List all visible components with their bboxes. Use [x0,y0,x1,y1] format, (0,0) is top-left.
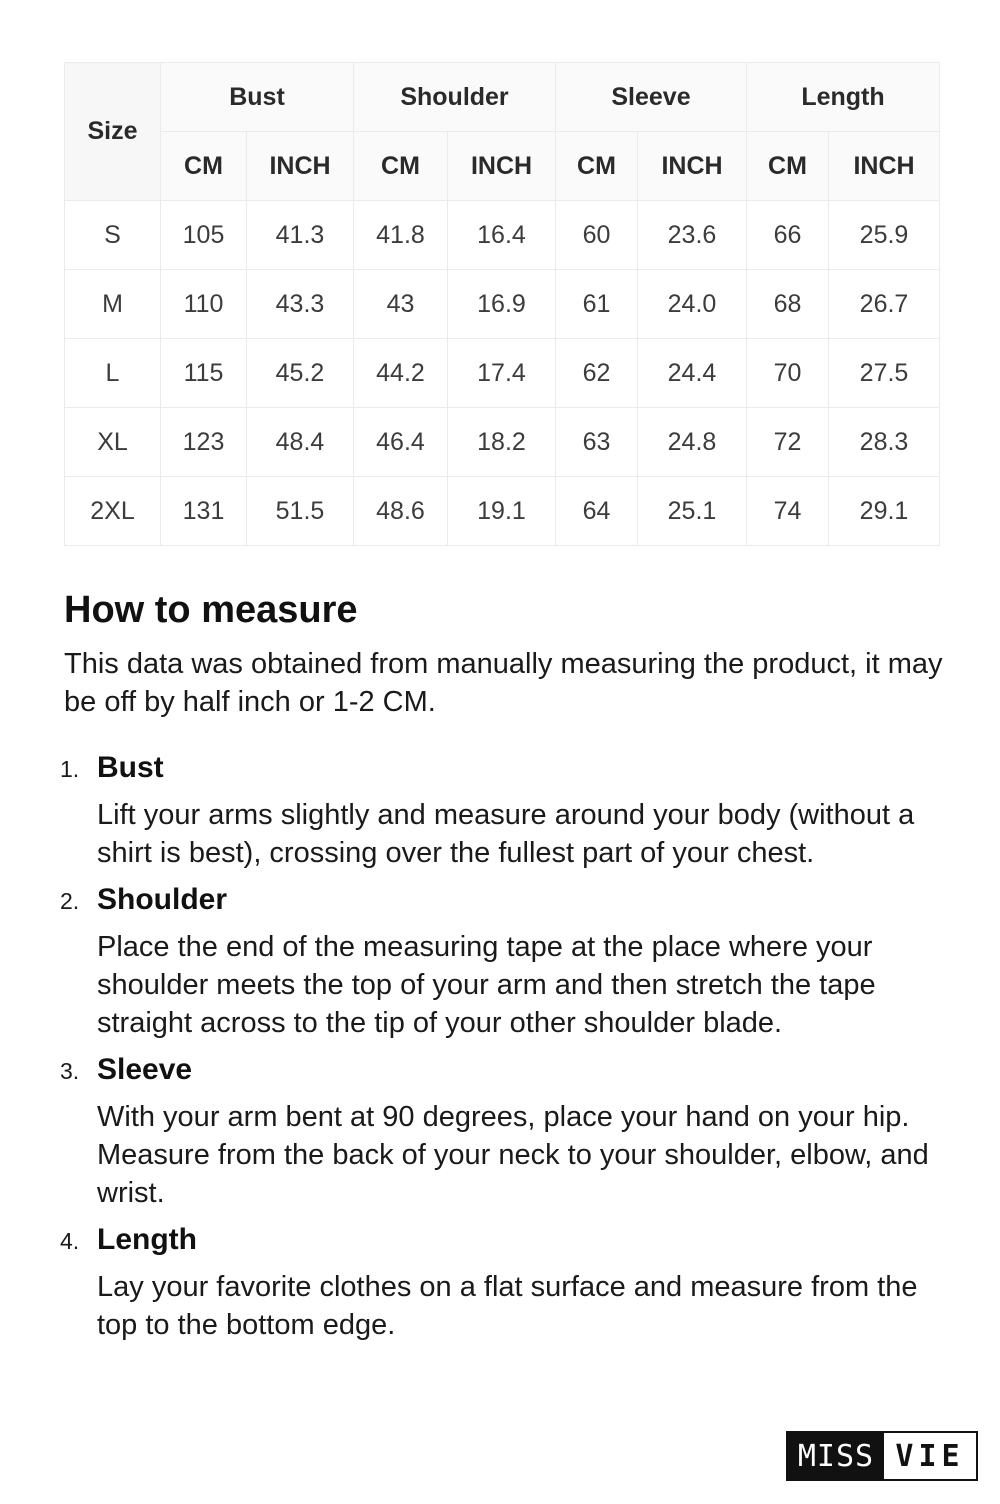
size-table-header [65,63,940,201]
group-header-bust: Bust [161,63,354,132]
measure-step-sleeve [60,1050,940,1212]
table-cell: 51.5 [247,477,354,546]
unit-header: CM [161,132,247,201]
table-row [65,408,940,477]
table-cell: 72 [747,408,829,477]
table-row [65,201,940,270]
unit-header: INCH [638,132,747,201]
table-cell: 131 [161,477,247,546]
table-cell: 60 [556,201,638,270]
table-cell: 48.4 [247,408,354,477]
header-row-units [65,132,940,201]
measure-step-shoulder [60,880,940,1042]
table-cell: 123 [161,408,247,477]
group-header-shoulder: Shoulder [354,63,556,132]
step-title: Bust [97,751,164,784]
group-header-length: Length [747,63,940,132]
table-cell: 16.9 [448,270,556,339]
logo-left-text: MISS [788,1433,884,1479]
table-row [65,270,940,339]
table-cell: 26.7 [829,270,940,339]
measure-step-length [60,1220,940,1344]
size-label-cell: M [65,270,161,339]
table-cell: 63 [556,408,638,477]
step-title: Length [97,1223,197,1256]
table-cell: 45.2 [247,339,354,408]
unit-header: INCH [247,132,354,201]
group-header-sleeve: Sleeve [556,63,747,132]
step-number: 2. [60,888,80,914]
table-cell: 24.4 [638,339,747,408]
step-description: Place the end of the measuring tape at the place where your shoulder meets the top of your arm and then stretch the tape straight across to the tip of your other shoulder blade. [97,931,876,1039]
step-number: 4. [60,1228,80,1254]
how-to-measure-intro: This data was obtained from manually measuring the product, it may be off by half inch or 1-2 CM. [64,648,943,718]
unit-header: CM [747,132,829,201]
table-cell: 62 [556,339,638,408]
step-title: Sleeve [97,1053,193,1086]
table-cell: 74 [747,477,829,546]
size-label-cell: 2XL [65,477,161,546]
table-cell: 43 [354,270,448,339]
step-description: Lay your favorite clothes on a flat surface and measure from the top to the bottom edge. [97,1271,918,1341]
step-number: 3. [60,1058,80,1084]
table-cell: 110 [161,270,247,339]
table-cell: 61 [556,270,638,339]
table-cell: 16.4 [448,201,556,270]
table-cell: 25.1 [638,477,747,546]
table-cell: 17.4 [448,339,556,408]
table-cell: 28.3 [829,408,940,477]
table-cell: 24.0 [638,270,747,339]
size-column-header: Size [65,63,161,201]
table-cell: 68 [747,270,829,339]
step-description: Lift your arms slightly and measure around your body (without a shirt is best), crossing over the fullest part of your chest. [97,799,915,869]
step-title: Shoulder [97,883,228,916]
how-to-measure-heading: How to measure [64,589,358,631]
step-description: With your arm bent at 90 degrees, place your hand on your hip. Measure from the back of your neck to your shoulder, elbow, and wrist. [97,1101,929,1209]
unit-header: CM [556,132,638,201]
table-cell: 19.1 [448,477,556,546]
size-table-body [65,201,940,546]
size-label-cell: S [65,201,161,270]
table-cell: 25.9 [829,201,940,270]
table-cell: 48.6 [354,477,448,546]
table-row [65,339,940,408]
table-cell: 70 [747,339,829,408]
size-label-cell: XL [65,408,161,477]
table-cell: 27.5 [829,339,940,408]
table-cell: 18.2 [448,408,556,477]
table-row [65,477,940,546]
table-cell: 115 [161,339,247,408]
table-cell: 64 [556,477,638,546]
size-chart-table [64,62,940,546]
step-number: 1. [60,756,80,782]
measure-steps-list [60,748,940,1352]
table-cell: 44.2 [354,339,448,408]
unit-header: CM [354,132,448,201]
logo-right-text: VIE [895,1438,965,1474]
table-cell: 23.6 [638,201,747,270]
unit-header: INCH [829,132,940,201]
table-cell: 66 [747,201,829,270]
table-cell: 24.8 [638,408,747,477]
table-cell: 43.3 [247,270,354,339]
brand-logo [786,1431,978,1481]
measure-step-bust [60,748,940,872]
table-cell: 41.3 [247,201,354,270]
table-cell: 29.1 [829,477,940,546]
table-cell: 105 [161,201,247,270]
table-cell: 41.8 [354,201,448,270]
unit-header: INCH [448,132,556,201]
size-label-cell: L [65,339,161,408]
header-row-groups [65,63,940,132]
table-cell: 46.4 [354,408,448,477]
